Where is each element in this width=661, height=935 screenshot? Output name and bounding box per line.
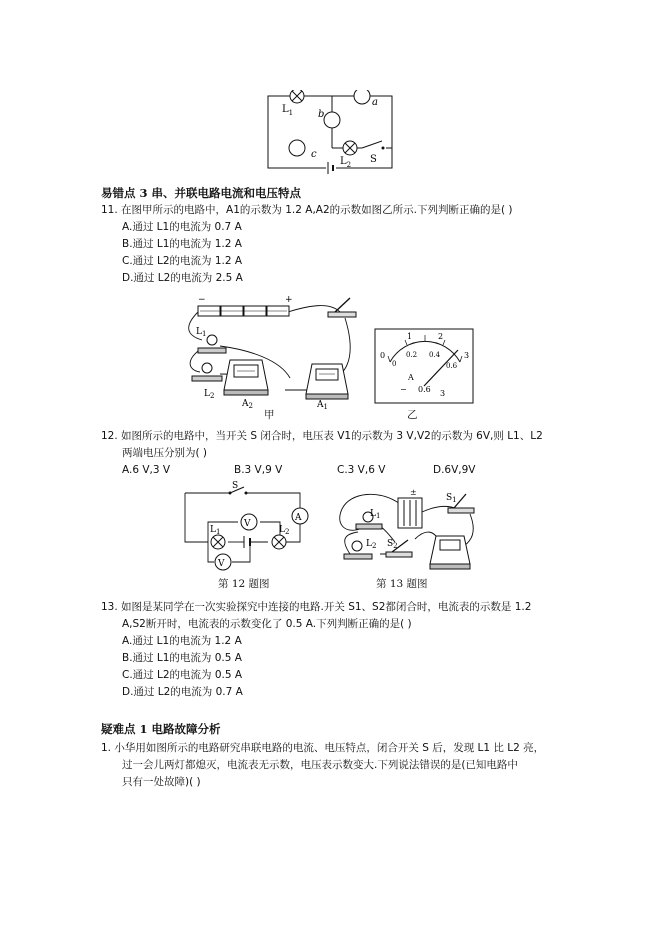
dial-unit: A	[408, 373, 414, 382]
figure-jia-physical-circuit	[180, 290, 360, 420]
dial-top-3: 3	[464, 351, 470, 360]
dial-bottom-0: 0	[392, 360, 397, 368]
q13-stem-line1: 13. 如图是某同学在一次实验探究中连接的电路.开关 S1、S2都闭合时，电流表的示数是 1.2	[101, 601, 532, 613]
figure-13-physical-circuit	[330, 484, 480, 574]
fig13-label-S1: $S_1$	[446, 493, 457, 504]
fig13-label-L1: $L_1$	[370, 509, 381, 520]
q1-line1: 1. 小华用如图所示的电路研究串联电路的电流、电压特点，闭合开关 S 后，发现 L1 比 L2 亮，	[101, 742, 545, 754]
ammeter-A1-icon	[306, 364, 348, 399]
label-L1: $L_1$	[282, 104, 294, 117]
jia-label-A1: $A_1$	[317, 400, 328, 411]
svg-text:±: ±	[410, 488, 417, 497]
dial-top-0: 0	[380, 351, 386, 360]
battery-plus: +	[285, 295, 293, 305]
ammeter-icon	[430, 536, 470, 569]
jia-label-L1: $L_1$	[196, 327, 207, 338]
dial-top-2: 2	[438, 332, 444, 341]
dial-bottom-06: 0.6	[446, 362, 458, 370]
q12-stem-line2: 两端电压分别为( )	[122, 447, 208, 459]
figure-12-schematic	[180, 480, 315, 575]
fig12-label-S: S	[232, 481, 239, 491]
battery-minus: −	[198, 295, 206, 305]
label-L2: $L_2$	[340, 156, 352, 169]
dial-bottom-02: 0.2	[406, 351, 418, 359]
q13-option-d: D.通过 L2的电流为 0.7 A	[122, 686, 243, 698]
fig12-label-A: A	[295, 513, 302, 523]
figure-13-caption: 第 13 题图	[376, 578, 428, 590]
fig12-label-L1: $L_1$	[210, 525, 221, 536]
figure-12-caption: 第 12 题图	[218, 578, 270, 590]
q1-line3: 只有一处故障)( )	[122, 776, 201, 788]
q12-option-a: A.6 V,3 V	[122, 464, 171, 476]
section-title-1: 易错点 3 串、并联电路电流和电压特点	[101, 186, 302, 200]
q12-option-b: B.3 V,9 V	[234, 464, 283, 476]
battery-box-icon	[398, 488, 422, 528]
q12-stem-line1: 12. 如图所示的电路中，当开关 S 闭合时，电压表 V1的示数为 3 V,V2的示数为 6V,则 L1、L2	[101, 430, 543, 442]
label-S: S	[370, 154, 377, 165]
fig13-label-L2: $L_2$	[366, 539, 377, 550]
fig13-label-S2: $S_2$	[387, 539, 398, 550]
q12-option-d: D.6V,9V	[433, 464, 476, 476]
ammeter-A2-icon	[224, 360, 268, 395]
figure-yi-ammeter-dial	[374, 328, 474, 404]
q13-option-c: C.通过 L2的电流为 0.5 A	[122, 669, 243, 681]
q11-option-b: B.通过 L1的电流为 1.2 A	[122, 238, 242, 250]
section-title-2: 疑难点 1 电路故障分析	[101, 722, 221, 736]
label-b: b	[318, 109, 325, 120]
q13-option-b: B.通过 L1的电流为 0.5 A	[122, 652, 242, 664]
terminal-0.6: 0.6	[418, 385, 431, 394]
q11-option-c: C.通过 L2的电流为 1.2 A	[122, 255, 243, 267]
q11-stem: 11. 在图甲所示的电路中，A1的示数为 1.2 A,A2的示数如图乙所示.下列判断正确的是( )	[101, 204, 513, 216]
figure-jia-caption: 甲	[264, 409, 275, 421]
lamp-L2-icon	[192, 363, 222, 381]
terminal-3: 3	[440, 389, 446, 398]
figure-yi-caption: 乙	[407, 409, 418, 421]
jia-label-A2: $A_2$	[242, 399, 253, 410]
q13-option-a: A.通过 L1的电流为 1.2 A	[122, 635, 242, 647]
battery-pack-icon	[198, 306, 289, 316]
dial-bottom-04: 0.4	[429, 351, 441, 359]
fig12-label-V2: V	[244, 519, 251, 529]
q11-option-a: A.通过 L1的电流为 0.7 A	[122, 221, 242, 233]
q11-option-d: D.通过 L2的电流为 2.5 A	[122, 272, 243, 284]
q1-line2: 过一会儿两灯都熄灭，电流表无示数，电压表示数变大.下列说法错误的是(已知电路中	[122, 759, 518, 771]
top-circuit-diagram	[262, 90, 402, 176]
terminal-minus: −	[400, 385, 407, 394]
fig12-label-V1: V	[218, 559, 225, 569]
label-a: a	[372, 97, 378, 108]
q12-option-c: C.3 V,6 V	[337, 464, 386, 476]
dial-top-1: 1	[407, 332, 413, 341]
label-c: c	[311, 149, 317, 160]
fig12-label-L2: $L_2$	[279, 525, 290, 536]
jia-label-L2: $L_2$	[204, 389, 215, 400]
q13-stem-line2: A,S2断开时，电流表的示数变化了 0.5 A.下列判断正确的是( )	[122, 618, 412, 630]
